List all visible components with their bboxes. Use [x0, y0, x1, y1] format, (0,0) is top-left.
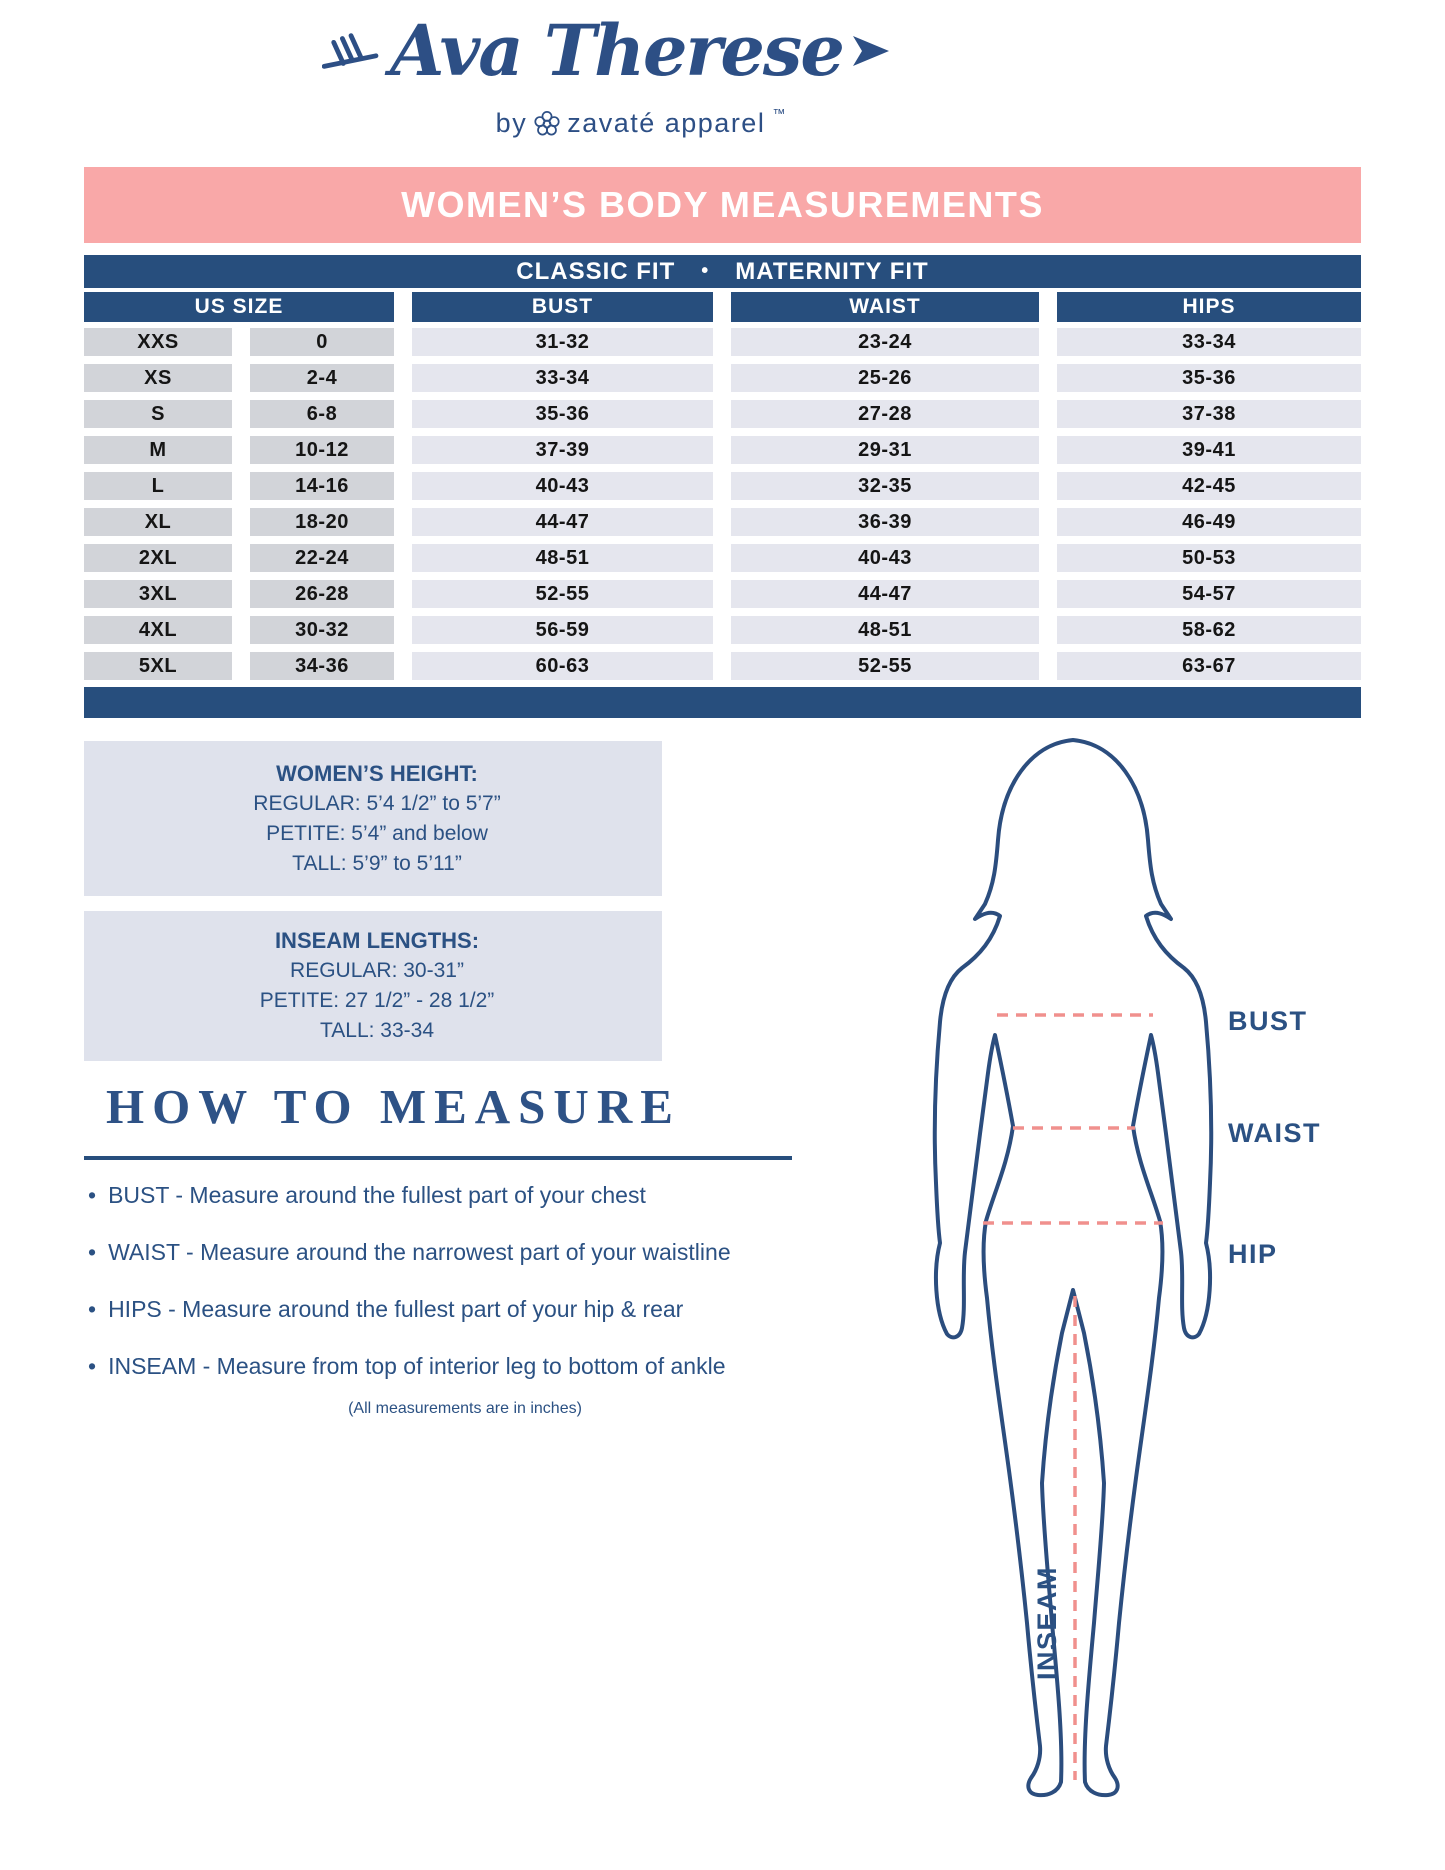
fit-type-bar	[84, 255, 1361, 288]
info-line: REGULAR: 5’4 1/2” to 5’7”	[253, 791, 501, 815]
cell-hips: 42-45	[1057, 472, 1361, 500]
cell-hips: 50-53	[1057, 544, 1361, 572]
measurements-note: (All measurements are in inches)	[348, 1400, 582, 1417]
table-row	[84, 364, 1361, 392]
inseam-lengths-box	[84, 911, 662, 1061]
cell-hips: 46-49	[1057, 508, 1361, 536]
column-header-us-size: US SIZE	[84, 292, 394, 322]
table-row	[84, 508, 1361, 536]
cell-waist: 25-26	[731, 364, 1039, 392]
brand-arrowhead-icon	[853, 36, 889, 66]
body-measurement-diagram	[790, 618, 1370, 1828]
inseam-box-lines	[212, 956, 542, 1046]
inseam-label: INSEAM	[1032, 1565, 1062, 1681]
cell-us: 10-12	[250, 436, 394, 464]
title-underline	[84, 1156, 792, 1160]
cell-bust: 56-59	[412, 616, 713, 644]
column-header-hips: HIPS	[1057, 292, 1361, 322]
cell-us: 22-24	[250, 544, 394, 572]
bottom-navy-bar	[84, 687, 1361, 718]
bullet-item: • BUST - Measure around the fullest part of your chest	[88, 1180, 868, 1210]
cell-waist: 27-28	[731, 400, 1039, 428]
table-row	[84, 544, 1361, 572]
size-table	[84, 292, 1361, 688]
cell-bust: 33-34	[412, 364, 713, 392]
cell-waist: 32-35	[731, 472, 1039, 500]
cell-size: M	[84, 436, 232, 464]
height-box-lines	[212, 789, 542, 879]
table-header-row	[84, 292, 1361, 322]
cell-size: XS	[84, 364, 232, 392]
cell-hips: 35-36	[1057, 364, 1361, 392]
trademark-symbol: ™	[772, 106, 786, 121]
cell-bust: 48-51	[412, 544, 713, 572]
cell-size: 4XL	[84, 616, 232, 644]
byline-brand: zavaté apparel	[567, 108, 766, 138]
page-title: WOMEN’S BODY MEASUREMENTS	[401, 184, 1044, 225]
cell-us: 2-4	[250, 364, 394, 392]
cell-bust: 44-47	[412, 508, 713, 536]
table-row	[84, 472, 1361, 500]
cell-bust: 40-43	[412, 472, 713, 500]
cell-hips: 39-41	[1057, 436, 1361, 464]
cell-size: 5XL	[84, 652, 232, 680]
cell-hips: 58-62	[1057, 616, 1361, 644]
bullet-item: • WAIST - Measure around the narrowest part of your waistline	[88, 1237, 868, 1267]
cell-us: 6-8	[250, 400, 394, 428]
table-row	[84, 436, 1361, 464]
cell-hips: 33-34	[1057, 328, 1361, 356]
cell-waist: 36-39	[731, 508, 1039, 536]
info-line: PETITE: 27 1/2” - 28 1/2”	[259, 989, 495, 1012]
info-line: TALL: 5’9” to 5’11”	[292, 851, 462, 875]
zavate-flower-icon	[534, 111, 560, 137]
table-row	[84, 328, 1361, 356]
waist-label: WAIST	[1228, 1118, 1321, 1148]
maternity-fit-label: MATERNITY FIT	[735, 257, 929, 285]
cell-waist: 48-51	[731, 616, 1039, 644]
inseam-box-title: INSEAM LENGTHS:	[274, 928, 480, 953]
bust-label: BUST	[1228, 1006, 1308, 1036]
cell-us: 26-28	[250, 580, 394, 608]
cell-waist: 44-47	[731, 580, 1039, 608]
cell-hips: 37-38	[1057, 400, 1361, 428]
body-silhouette-path	[935, 740, 1211, 1795]
cell-size: 3XL	[84, 580, 232, 608]
cell-bust: 52-55	[412, 580, 713, 608]
separator-dot: •	[701, 260, 710, 282]
info-line: REGULAR: 30-31”	[290, 959, 464, 982]
womens-height-box	[84, 741, 662, 896]
cell-us: 34-36	[250, 652, 394, 680]
table-row	[84, 400, 1361, 428]
info-line: TALL: 33-34	[319, 1019, 434, 1042]
cell-us: 30-32	[250, 616, 394, 644]
classic-fit-label: CLASSIC FIT	[516, 257, 676, 285]
cell-us: 18-20	[250, 508, 394, 536]
cell-bust: 35-36	[412, 400, 713, 428]
cell-bust: 60-63	[412, 652, 713, 680]
cell-size: XL	[84, 508, 232, 536]
column-header-bust: BUST	[412, 292, 713, 322]
measure-bullets	[88, 1180, 868, 1408]
bullet-item: • HIPS - Measure around the fullest part of your hip & rear	[88, 1294, 868, 1324]
cell-us: 0	[250, 328, 394, 356]
table-row	[84, 616, 1361, 644]
info-line: PETITE: 5’4” and below	[266, 821, 488, 845]
size-table-body	[84, 328, 1361, 680]
cell-us: 14-16	[250, 472, 394, 500]
cell-size: L	[84, 472, 232, 500]
byline-prefix: by	[495, 108, 528, 138]
cell-size: XXS	[84, 328, 232, 356]
bullet-item: • INSEAM - Measure from top of interior leg to bottom of ankle	[88, 1351, 868, 1381]
column-header-waist: WAIST	[731, 292, 1039, 322]
cell-size: S	[84, 400, 232, 428]
cell-waist: 52-55	[731, 652, 1039, 680]
cell-waist: 40-43	[731, 544, 1039, 572]
how-to-measure-title: HOW TO MEASURE	[106, 1079, 681, 1134]
cell-hips: 54-57	[1057, 580, 1361, 608]
cell-hips: 63-67	[1057, 652, 1361, 680]
table-row	[84, 652, 1361, 680]
cell-bust: 37-39	[412, 436, 713, 464]
hip-label: HIP	[1228, 1239, 1278, 1269]
brand-byline	[0, 108, 1363, 139]
title-banner	[84, 167, 1361, 243]
brand-name: Ava Therese	[390, 9, 843, 92]
height-box-title: WOMEN’S HEIGHT:	[276, 760, 478, 786]
cell-size: 2XL	[84, 544, 232, 572]
cell-bust: 31-32	[412, 328, 713, 356]
cell-waist: 29-31	[731, 436, 1039, 464]
cell-waist: 23-24	[731, 328, 1039, 356]
table-row	[84, 580, 1361, 608]
arrow-fletching-icon	[322, 27, 380, 75]
brand-logo	[0, 9, 1328, 92]
